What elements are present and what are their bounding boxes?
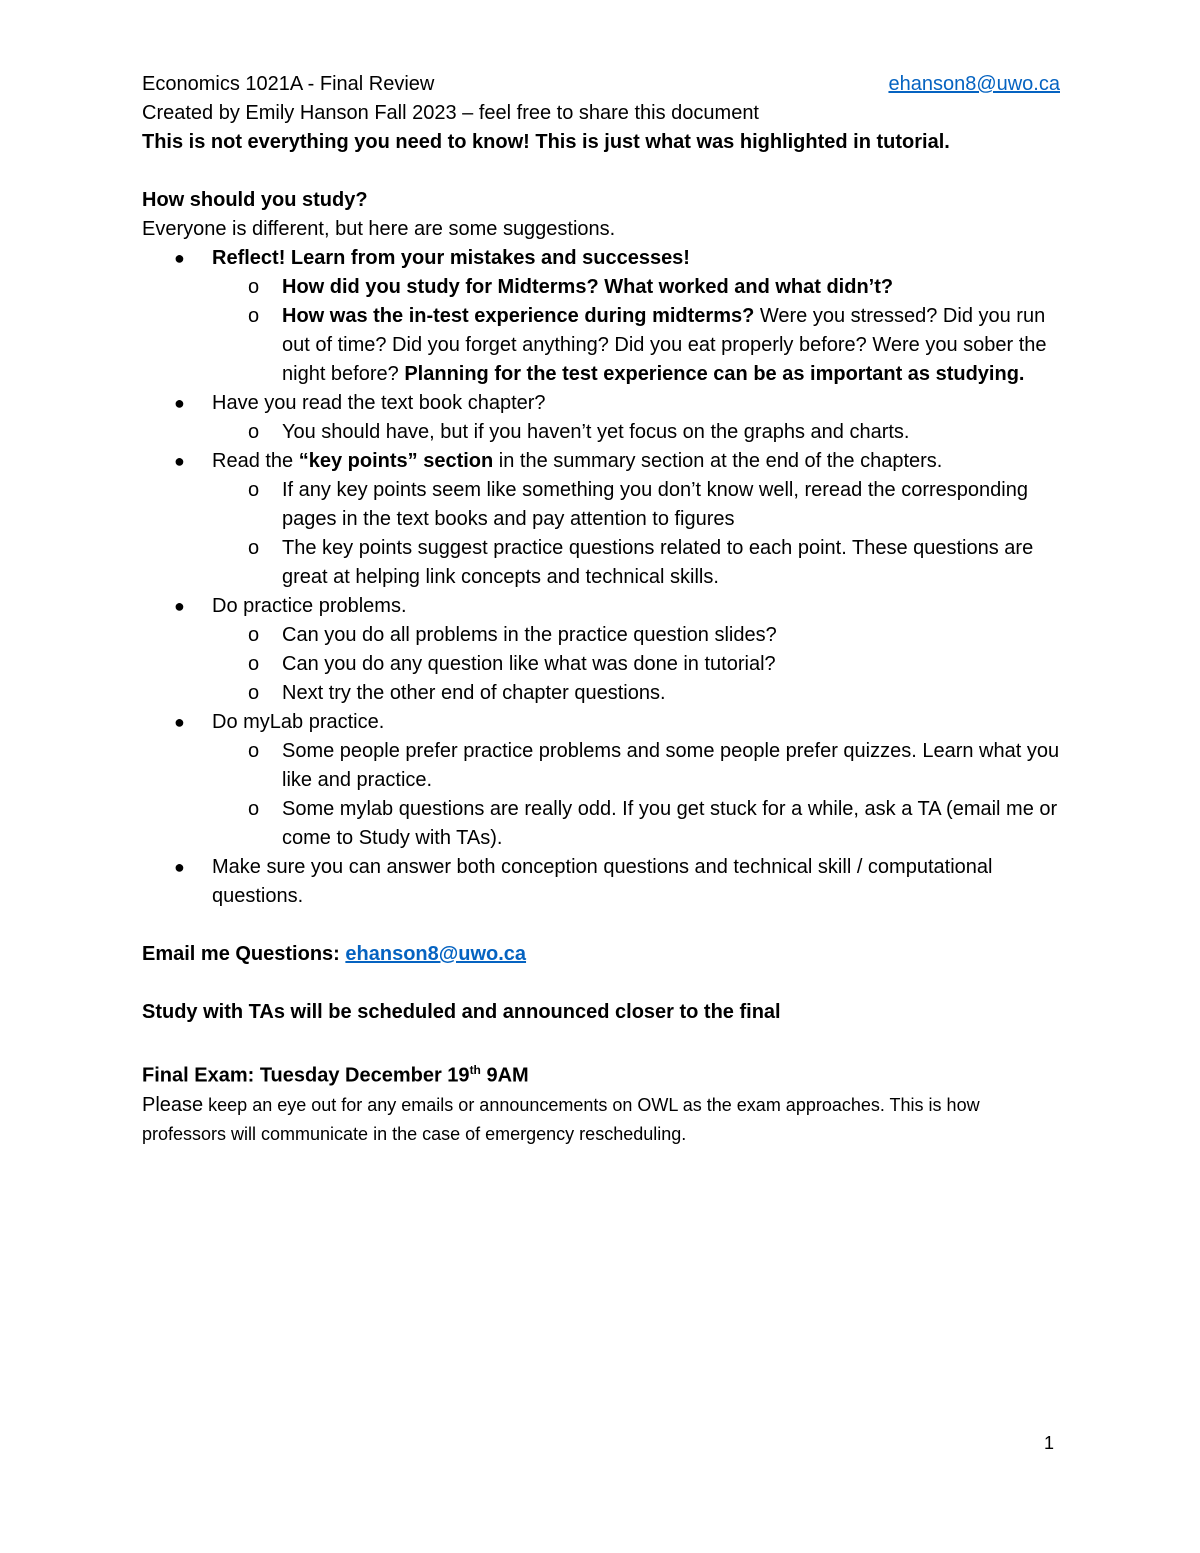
page-number: 1 [1044,1433,1055,1453]
header-row [142,70,1060,99]
list-item-text: in the summary section at the end of the chapters. [493,450,943,472]
sub-list-item [212,621,1060,650]
final-exam-line [142,1056,1060,1091]
list-item-text: Do myLab practice. [212,711,385,733]
sub-list [212,273,1060,389]
disclaimer-line: This is not everything you need to know! This is just what was highlighted in tutorial. [142,131,950,153]
list-item-text: Make sure you can answer both conception questions and technical skill / computational questions. [212,856,993,907]
spacer [142,157,1060,186]
sub-item-text: Next try the other end of chapter questions. [282,682,666,704]
bullet-icon: ● [174,248,185,268]
list-item-text: Read the [212,450,299,472]
list-item-text: Have you read the text book chapter? [212,392,546,414]
circle-bullet-icon: o [248,682,260,704]
contact-label: Email me Questions: [142,943,346,965]
final-exam-suffix: th [469,1063,481,1077]
spacer [142,969,1060,998]
final-note-text: keep an eye out for any emails or announcements on OWL as the exam approaches. This is how professors will communicate in the case of emergency rescheduling. [142,1094,980,1144]
spacer [142,1027,1060,1056]
document-page [142,70,1060,1149]
sub-item-text: Can you do any question like what was done in tutorial? [282,653,776,675]
sub-list [212,621,1060,708]
sub-item-text: You should have, but if you haven’t yet focus on the graphs and charts. [282,421,910,443]
sub-item-text: How did you study for Midterms? What worked and what didn’t? [282,276,894,298]
circle-bullet-icon: o [248,798,260,820]
sub-list-item [212,418,1060,447]
document-title: Economics 1021A - Final Review [142,73,435,95]
list-item [142,447,1060,592]
final-exam-time: 9AM [480,1064,529,1087]
header-email-link[interactable]: ehanson8@uwo.ca [888,73,1060,95]
circle-bullet-icon: o [248,624,260,646]
list-item-bold-text: “key points” section [298,450,494,472]
sub-list-item [212,737,1060,795]
created-by-line: Created by Emily Hanson Fall 2023 – feel free to share this document [142,102,759,124]
sub-list-item [212,302,1060,389]
sub-list [212,418,1060,447]
list-item [142,592,1060,708]
contact-line [142,940,1060,969]
sub-item-text: If any key points seem like something you don’t know well, reread the corresponding pages in the text books and pay attention to figures [282,479,1028,530]
study-heading: How should you study? [142,189,368,211]
bullet-icon: ● [174,857,185,877]
spacer [142,911,1060,940]
final-note-please: Please [142,1093,204,1116]
final-exam-label: Final Exam: Tuesday December 19 [142,1064,470,1087]
circle-bullet-icon: o [248,305,260,327]
bullet-icon: ● [174,712,185,732]
sub-list [212,476,1060,592]
sub-list-item [212,650,1060,679]
list-item [142,853,1060,911]
bullet-icon: ● [174,451,185,471]
circle-bullet-icon: o [248,537,260,559]
sub-item-bold-text: How was the in-test experience during midterms? [282,305,755,327]
list-item [142,244,1060,389]
list-item [142,389,1060,447]
sub-item-text: Some mylab questions are really odd. If you get stuck for a while, ask a TA (email me or come to Study with TAs). [282,798,1058,849]
study-intro: Everyone is different, but here are some suggestions. [142,218,616,240]
bullet-icon: ● [174,596,185,616]
final-note [142,1091,1060,1149]
sub-list-item [212,534,1060,592]
sub-list-item [212,273,1060,302]
study-tas-line: Study with TAs will be scheduled and announced closer to the final [142,1001,781,1023]
sub-list [212,737,1060,853]
sub-list-item [212,679,1060,708]
sub-item-text: Were you stressed? Did you run out of time? Did you forget anything? Did you eat properly before? Were you sober the night before? [282,305,1047,385]
sub-item-text: Some people prefer practice problems and some people prefer quizzes. Learn what you like and practice. [282,740,1060,791]
circle-bullet-icon: o [248,421,260,443]
sub-item-text: Can you do all problems in the practice question slides? [282,624,777,646]
list-item-text: Do practice problems. [212,595,407,617]
list-item [142,708,1060,853]
sub-list-item [212,795,1060,853]
circle-bullet-icon: o [248,653,260,675]
circle-bullet-icon: o [248,276,260,298]
sub-list-item [212,476,1060,534]
bullet-icon: ● [174,393,185,413]
circle-bullet-icon: o [248,740,260,762]
sub-item-text: The key points suggest practice questions related to each point. These questions are great at helping link concepts and technical skills. [282,537,1034,588]
sub-item-bold-text: Planning for the test experience can be as important as studying. [404,363,1025,385]
circle-bullet-icon: o [248,479,260,501]
suggestions-list [142,244,1060,911]
contact-email-link[interactable]: ehanson8@uwo.ca [345,943,527,965]
list-item-text: Reflect! Learn from your mistakes and successes! [212,247,690,269]
